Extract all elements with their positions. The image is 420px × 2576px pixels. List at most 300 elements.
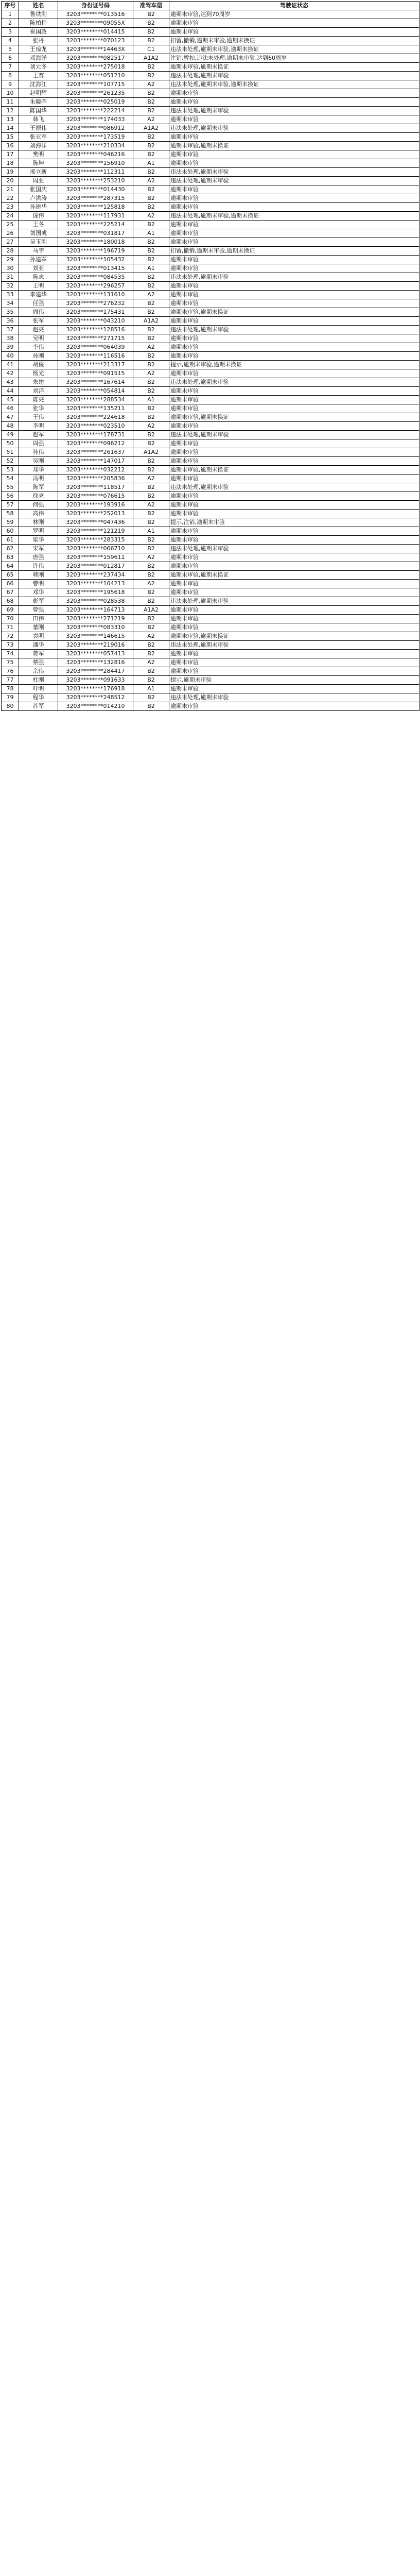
cell-index: 65 bbox=[2, 571, 19, 580]
cell-license-status: 逾期未审验 bbox=[169, 623, 419, 632]
table-row bbox=[2, 194, 419, 203]
cell-index: 30 bbox=[2, 264, 19, 273]
cell-license-status: 逾期未审验 bbox=[169, 580, 419, 588]
cell-license-type: A2 bbox=[133, 632, 169, 641]
table-row bbox=[2, 238, 419, 247]
cell-license-status: 逾期未审验 bbox=[169, 536, 419, 545]
cell-license-type: B2 bbox=[133, 19, 169, 28]
cell-index: 15 bbox=[2, 133, 19, 142]
cell-license-status: 违法未处理,逾期未审验 bbox=[169, 107, 419, 115]
cell-index: 36 bbox=[2, 317, 19, 326]
cell-index: 63 bbox=[2, 553, 19, 562]
cell-license-type: A2 bbox=[133, 501, 169, 510]
table-row bbox=[2, 553, 419, 562]
cell-id-number: 3203********031817 bbox=[58, 229, 133, 238]
cell-id-number: 3203********253210 bbox=[58, 177, 133, 185]
cell-license-status: 逾期未审验 bbox=[169, 28, 419, 37]
cell-license-type: A1 bbox=[133, 229, 169, 238]
cell-id-number: 3203********117931 bbox=[58, 212, 133, 221]
cell-name: 胡俊 bbox=[19, 361, 58, 369]
cell-name: 韩飞 bbox=[19, 115, 58, 124]
cell-license-type: B2 bbox=[133, 518, 169, 527]
cell-license-type: B2 bbox=[133, 536, 169, 545]
cell-license-status: 逾期未审验 bbox=[169, 387, 419, 396]
cell-license-type: C1 bbox=[133, 45, 169, 54]
cell-index: 72 bbox=[2, 632, 19, 641]
cell-id-number: 3203********066710 bbox=[58, 545, 133, 553]
cell-index: 58 bbox=[2, 510, 19, 518]
cell-license-status: 违法未处理,逾期未审验 bbox=[169, 273, 419, 282]
cell-index: 38 bbox=[2, 334, 19, 343]
cell-license-type: B2 bbox=[133, 221, 169, 229]
page bbox=[0, 1, 420, 2576]
cell-license-type: A2 bbox=[133, 343, 169, 352]
cell-license-status: 违法未处理,逾期未审验 bbox=[169, 378, 419, 387]
cell-license-status: 逾期未审验 bbox=[169, 133, 419, 142]
cell-name: 任强 bbox=[19, 299, 58, 308]
cell-name: 李建华 bbox=[19, 291, 58, 299]
cell-id-number: 3203********252013 bbox=[58, 510, 133, 518]
table-row bbox=[2, 150, 419, 159]
cell-id-number: 3203********176918 bbox=[58, 685, 133, 693]
cell-id-number: 3203********213317 bbox=[58, 361, 133, 369]
cell-index: 32 bbox=[2, 282, 19, 291]
table-row bbox=[2, 291, 419, 299]
cell-id-number: 3203********224618 bbox=[58, 413, 133, 422]
cell-license-type: B2 bbox=[133, 457, 169, 466]
cell-license-status: 违法未处理,逾期未审验 bbox=[169, 124, 419, 133]
table-row bbox=[2, 133, 419, 142]
cell-license-type: A2 bbox=[133, 474, 169, 483]
cell-index: 42 bbox=[2, 369, 19, 378]
header-name: 姓名 bbox=[19, 2, 58, 10]
cell-name: 朱建 bbox=[19, 378, 58, 387]
cell-name: 邓华 bbox=[19, 588, 58, 597]
cell-index: 52 bbox=[2, 457, 19, 466]
table-row bbox=[2, 361, 419, 369]
cell-name: 田伟 bbox=[19, 615, 58, 623]
cell-id-number: 3203********105432 bbox=[58, 256, 133, 264]
cell-license-type: B2 bbox=[133, 623, 169, 632]
cell-license-status: 逾期未审验 bbox=[169, 702, 419, 711]
cell-id-number: 3203********178731 bbox=[58, 431, 133, 439]
cell-license-status: 违法未处理,逾期未审验 bbox=[169, 177, 419, 185]
cell-license-type: B2 bbox=[133, 352, 169, 361]
table-row bbox=[2, 597, 419, 606]
cell-index: 18 bbox=[2, 159, 19, 168]
cell-license-type: B2 bbox=[133, 650, 169, 658]
table-row bbox=[2, 212, 419, 221]
cell-id-number: 3203********064039 bbox=[58, 343, 133, 352]
header-index: 序号 bbox=[2, 2, 19, 10]
cell-license-type: B2 bbox=[133, 28, 169, 37]
cell-index: 16 bbox=[2, 142, 19, 150]
table-row bbox=[2, 667, 419, 676]
cell-id-number: 3203********025019 bbox=[58, 98, 133, 107]
cell-index: 46 bbox=[2, 404, 19, 413]
table-row bbox=[2, 28, 419, 37]
cell-license-type: A1A2 bbox=[133, 448, 169, 457]
cell-license-status: 逾期未审验 bbox=[169, 667, 419, 676]
table-row bbox=[2, 37, 419, 45]
cell-id-number: 3203********261235 bbox=[58, 89, 133, 98]
cell-license-status: 逾期未审验 bbox=[169, 474, 419, 483]
table-row bbox=[2, 343, 419, 352]
cell-id-number: 3203********118517 bbox=[58, 483, 133, 492]
cell-license-status: 逾期未审验 bbox=[169, 396, 419, 404]
cell-index: 8 bbox=[2, 72, 19, 80]
cell-license-status: 逾期未审验 bbox=[169, 115, 419, 124]
table-row bbox=[2, 623, 419, 632]
cell-name: 刘海洋 bbox=[19, 142, 58, 150]
cell-license-type: B2 bbox=[133, 150, 169, 159]
table-row bbox=[2, 413, 419, 422]
table-row bbox=[2, 702, 419, 711]
cell-index: 39 bbox=[2, 343, 19, 352]
cell-name: 张华 bbox=[19, 404, 58, 413]
cell-index: 34 bbox=[2, 299, 19, 308]
table-row bbox=[2, 404, 419, 413]
cell-name: 孙伟 bbox=[19, 448, 58, 457]
cell-id-number: 3203********159611 bbox=[58, 553, 133, 562]
cell-license-type: A2 bbox=[133, 80, 169, 89]
cell-license-type: B2 bbox=[133, 615, 169, 623]
cell-index: 49 bbox=[2, 431, 19, 439]
cell-index: 67 bbox=[2, 588, 19, 597]
cell-license-type: A2 bbox=[133, 369, 169, 378]
cell-license-status: 提示,逾期未审验 bbox=[169, 676, 419, 685]
cell-license-type: B2 bbox=[133, 326, 169, 334]
cell-id-number: 3203********146615 bbox=[58, 632, 133, 641]
cell-index: 54 bbox=[2, 474, 19, 483]
cell-license-status: 违法未处理,逾期未审验 bbox=[169, 545, 419, 553]
cell-license-type: B2 bbox=[133, 334, 169, 343]
cell-license-type: B2 bbox=[133, 667, 169, 676]
cell-name: 王振伟 bbox=[19, 124, 58, 133]
cell-name: 王伟 bbox=[19, 413, 58, 422]
cell-id-number: 3203********287315 bbox=[58, 194, 133, 203]
cell-name: 余伟 bbox=[19, 667, 58, 676]
cell-id-number: 3203********196719 bbox=[58, 247, 133, 256]
cell-license-status: 逾期未审验 bbox=[169, 203, 419, 212]
table-row bbox=[2, 282, 419, 291]
cell-license-type: A2 bbox=[133, 212, 169, 221]
table-row bbox=[2, 439, 419, 448]
cell-index: 19 bbox=[2, 168, 19, 177]
cell-id-number: 3203********014210 bbox=[58, 702, 133, 711]
cell-license-status: 逾期未审验 bbox=[169, 352, 419, 361]
table-row bbox=[2, 185, 419, 194]
cell-name: 吴刚 bbox=[19, 457, 58, 466]
cell-name: 刘亚 bbox=[19, 264, 58, 273]
cell-name: 樊明 bbox=[19, 150, 58, 159]
cell-index: 28 bbox=[2, 247, 19, 256]
table-row bbox=[2, 501, 419, 510]
cell-license-status: 提示,注销,逾期未审验 bbox=[169, 518, 419, 527]
cell-name: 张国庆 bbox=[19, 185, 58, 194]
cell-index: 53 bbox=[2, 466, 19, 474]
cell-name: 何强 bbox=[19, 501, 58, 510]
cell-license-status: 逾期未审验 bbox=[169, 501, 419, 510]
cell-license-type: A2 bbox=[133, 580, 169, 588]
cell-index: 76 bbox=[2, 667, 19, 676]
cell-id-number: 3203********261637 bbox=[58, 448, 133, 457]
cell-license-type: B2 bbox=[133, 10, 169, 19]
cell-index: 11 bbox=[2, 98, 19, 107]
cell-index: 10 bbox=[2, 89, 19, 98]
table-row bbox=[2, 396, 419, 404]
cell-license-type: B2 bbox=[133, 439, 169, 448]
table-row bbox=[2, 658, 419, 667]
cell-index: 61 bbox=[2, 536, 19, 545]
cell-license-status: 逾期未审验 bbox=[169, 150, 419, 159]
cell-name: 韩刚 bbox=[19, 571, 58, 580]
cell-id-number: 3203********284417 bbox=[58, 667, 133, 676]
cell-name: 陈坤 bbox=[19, 159, 58, 168]
table-row bbox=[2, 19, 419, 28]
cell-name: 唐强 bbox=[19, 553, 58, 562]
cell-license-type: A1 bbox=[133, 264, 169, 273]
data-table bbox=[1, 1, 419, 711]
cell-index: 20 bbox=[2, 177, 19, 185]
cell-id-number: 3203********225214 bbox=[58, 221, 133, 229]
table-row bbox=[2, 676, 419, 685]
table-row bbox=[2, 177, 419, 185]
cell-license-status: 逾期未审验 bbox=[169, 457, 419, 466]
cell-index: 4 bbox=[2, 37, 19, 45]
cell-license-status: 逾期未审验 bbox=[169, 588, 419, 597]
cell-license-status: 逾期未审验 bbox=[169, 317, 419, 326]
cell-index: 69 bbox=[2, 606, 19, 615]
cell-id-number: 3203********054814 bbox=[58, 387, 133, 396]
cell-license-type: B2 bbox=[133, 238, 169, 247]
cell-license-type: B2 bbox=[133, 185, 169, 194]
table-row bbox=[2, 422, 419, 431]
cell-license-type: A2 bbox=[133, 177, 169, 185]
cell-license-type: A2 bbox=[133, 553, 169, 562]
cell-id-number: 3203********237434 bbox=[58, 571, 133, 580]
cell-name: 邓海洋 bbox=[19, 54, 58, 63]
cell-license-status: 违法未处理,逾期未审验 bbox=[169, 72, 419, 80]
cell-id-number: 3203********028538 bbox=[58, 597, 133, 606]
cell-license-status: 违法未处理,逾期未审验 bbox=[169, 641, 419, 650]
cell-name: 张军 bbox=[19, 317, 58, 326]
table-row bbox=[2, 352, 419, 361]
cell-name: 张亚军 bbox=[19, 133, 58, 142]
table-row bbox=[2, 606, 419, 615]
table-row bbox=[2, 45, 419, 54]
cell-license-type: B2 bbox=[133, 63, 169, 72]
cell-license-status: 逾期未审验 bbox=[169, 510, 419, 518]
cell-index: 1 bbox=[2, 10, 19, 19]
cell-license-status: 逾期未审验 bbox=[169, 89, 419, 98]
header-id-number: 身份证号码 bbox=[58, 2, 133, 10]
cell-license-type: B2 bbox=[133, 404, 169, 413]
cell-name: 吴明 bbox=[19, 334, 58, 343]
cell-license-status: 逾期未审验,逾期未换证 bbox=[169, 142, 419, 150]
cell-index: 27 bbox=[2, 238, 19, 247]
table-row bbox=[2, 10, 419, 19]
cell-name: 李伟 bbox=[19, 343, 58, 352]
cell-index: 75 bbox=[2, 658, 19, 667]
cell-index: 51 bbox=[2, 448, 19, 457]
cell-license-status: 逾期未审验 bbox=[169, 282, 419, 291]
cell-license-status: 逾期未审验 bbox=[169, 369, 419, 378]
table-row bbox=[2, 159, 419, 168]
cell-id-number: 3203********164713 bbox=[58, 606, 133, 615]
cell-id-number: 3203********210334 bbox=[58, 142, 133, 150]
cell-index: 80 bbox=[2, 702, 19, 711]
cell-license-type: B2 bbox=[133, 702, 169, 711]
cell-id-number: 3203********112311 bbox=[58, 168, 133, 177]
cell-license-status: 逾期未审验,逾期未换证 bbox=[169, 308, 419, 317]
table-row bbox=[2, 273, 419, 282]
table-row bbox=[2, 98, 419, 107]
cell-license-type: A2 bbox=[133, 658, 169, 667]
table-row bbox=[2, 466, 419, 474]
cell-name: 袁明 bbox=[19, 632, 58, 641]
cell-index: 7 bbox=[2, 63, 19, 72]
cell-name: 庞伟 bbox=[19, 212, 58, 221]
cell-id-number: 3203********174033 bbox=[58, 115, 133, 124]
table-row bbox=[2, 615, 419, 623]
cell-license-status: 提示,逾期未审验,逾期未换证 bbox=[169, 361, 419, 369]
cell-id-number: 3203********175431 bbox=[58, 308, 133, 317]
cell-id-number: 3203********014430 bbox=[58, 185, 133, 194]
cell-name: 周强 bbox=[19, 439, 58, 448]
cell-index: 66 bbox=[2, 580, 19, 588]
cell-name: 王明 bbox=[19, 282, 58, 291]
cell-index: 2 bbox=[2, 19, 19, 28]
cell-name: 叶明 bbox=[19, 685, 58, 693]
table-row bbox=[2, 89, 419, 98]
cell-license-type: B2 bbox=[133, 247, 169, 256]
cell-license-type: B2 bbox=[133, 483, 169, 492]
table-row bbox=[2, 168, 419, 177]
cell-name: 周亚 bbox=[19, 177, 58, 185]
cell-license-type: A1A2 bbox=[133, 124, 169, 133]
cell-name: 陈国华 bbox=[19, 107, 58, 115]
cell-license-type: B2 bbox=[133, 361, 169, 369]
cell-index: 41 bbox=[2, 361, 19, 369]
cell-id-number: 3203********128516 bbox=[58, 326, 133, 334]
cell-id-number: 3203********082517 bbox=[58, 54, 133, 63]
table-row bbox=[2, 527, 419, 536]
cell-license-type: B2 bbox=[133, 142, 169, 150]
table-row bbox=[2, 247, 419, 256]
cell-name: 赵军 bbox=[19, 431, 58, 439]
cell-index: 31 bbox=[2, 273, 19, 282]
cell-license-type: B2 bbox=[133, 431, 169, 439]
cell-license-status: 逾期未审验 bbox=[169, 256, 419, 264]
table-row bbox=[2, 387, 419, 396]
table-row bbox=[2, 536, 419, 545]
cell-id-number: 3203********288534 bbox=[58, 396, 133, 404]
table-row bbox=[2, 650, 419, 658]
cell-name: 卢洪涛 bbox=[19, 194, 58, 203]
cell-license-type: B2 bbox=[133, 571, 169, 580]
cell-id-number: 3203********121219 bbox=[58, 527, 133, 536]
cell-name: 马宇 bbox=[19, 247, 58, 256]
table-header-row bbox=[2, 2, 419, 10]
table-row bbox=[2, 229, 419, 238]
cell-name: 梁华 bbox=[19, 536, 58, 545]
cell-index: 79 bbox=[2, 693, 19, 702]
cell-license-type: A2 bbox=[133, 115, 169, 124]
cell-id-number: 3203********076615 bbox=[58, 492, 133, 501]
table-row bbox=[2, 317, 419, 326]
table-row bbox=[2, 518, 419, 527]
cell-license-type: A1A2 bbox=[133, 606, 169, 615]
table-row bbox=[2, 685, 419, 693]
cell-name: 刘国成 bbox=[19, 229, 58, 238]
cell-license-status: 逾期未审验 bbox=[169, 185, 419, 194]
cell-id-number: 3203********276232 bbox=[58, 299, 133, 308]
cell-id-number: 3203********156910 bbox=[58, 159, 133, 168]
table-row bbox=[2, 256, 419, 264]
cell-id-number: 3203********084535 bbox=[58, 273, 133, 282]
cell-index: 25 bbox=[2, 221, 19, 229]
cell-name: 邢立新 bbox=[19, 168, 58, 177]
table-row bbox=[2, 457, 419, 466]
cell-id-number: 3203********083310 bbox=[58, 623, 133, 632]
cell-license-type: A1 bbox=[133, 685, 169, 693]
cell-id-number: 3203********125818 bbox=[58, 203, 133, 212]
cell-index: 70 bbox=[2, 615, 19, 623]
cell-index: 22 bbox=[2, 194, 19, 203]
cell-license-type: B2 bbox=[133, 588, 169, 597]
cell-license-type: B2 bbox=[133, 378, 169, 387]
cell-id-number: 3203********047436 bbox=[58, 518, 133, 527]
cell-license-type: B2 bbox=[133, 466, 169, 474]
cell-license-status: 违法未处理,逾期未审验,逾期未换证 bbox=[169, 212, 419, 221]
cell-name: 苏军 bbox=[19, 702, 58, 711]
cell-license-status: 逾期未审验,达到70周岁 bbox=[169, 10, 419, 19]
cell-license-type: B2 bbox=[133, 72, 169, 80]
cell-id-number: 3203********116516 bbox=[58, 352, 133, 361]
cell-license-type: B2 bbox=[133, 676, 169, 685]
cell-license-status: 逾期未审验 bbox=[169, 334, 419, 343]
cell-license-status: 逾期未审验 bbox=[169, 221, 419, 229]
cell-id-number: 3203********173519 bbox=[58, 133, 133, 142]
cell-index: 37 bbox=[2, 326, 19, 334]
cell-license-status: 逾期未审验 bbox=[169, 19, 419, 28]
cell-license-type: B2 bbox=[133, 98, 169, 107]
cell-id-number: 3203********070123 bbox=[58, 37, 133, 45]
table-row bbox=[2, 124, 419, 133]
table-row bbox=[2, 571, 419, 580]
cell-license-status: 逾期未审验 bbox=[169, 194, 419, 203]
cell-id-number: 3203********091633 bbox=[58, 676, 133, 685]
cell-name: 蒋军 bbox=[19, 650, 58, 658]
cell-id-number: 3203********14463X bbox=[58, 45, 133, 54]
table-row bbox=[2, 264, 419, 273]
cell-license-type: B2 bbox=[133, 387, 169, 396]
cell-license-type: B2 bbox=[133, 89, 169, 98]
cell-license-type: B2 bbox=[133, 562, 169, 571]
cell-name: 高伟 bbox=[19, 510, 58, 518]
cell-license-status: 逾期未审验 bbox=[169, 264, 419, 273]
cell-name: 刘元冬 bbox=[19, 63, 58, 72]
cell-license-type: A1A2 bbox=[133, 54, 169, 63]
cell-name: 陈柏程 bbox=[19, 19, 58, 28]
cell-index: 35 bbox=[2, 308, 19, 317]
table-row bbox=[2, 562, 419, 571]
cell-index: 57 bbox=[2, 501, 19, 510]
cell-index: 21 bbox=[2, 185, 19, 194]
cell-index: 9 bbox=[2, 80, 19, 89]
cell-id-number: 3203********283315 bbox=[58, 536, 133, 545]
